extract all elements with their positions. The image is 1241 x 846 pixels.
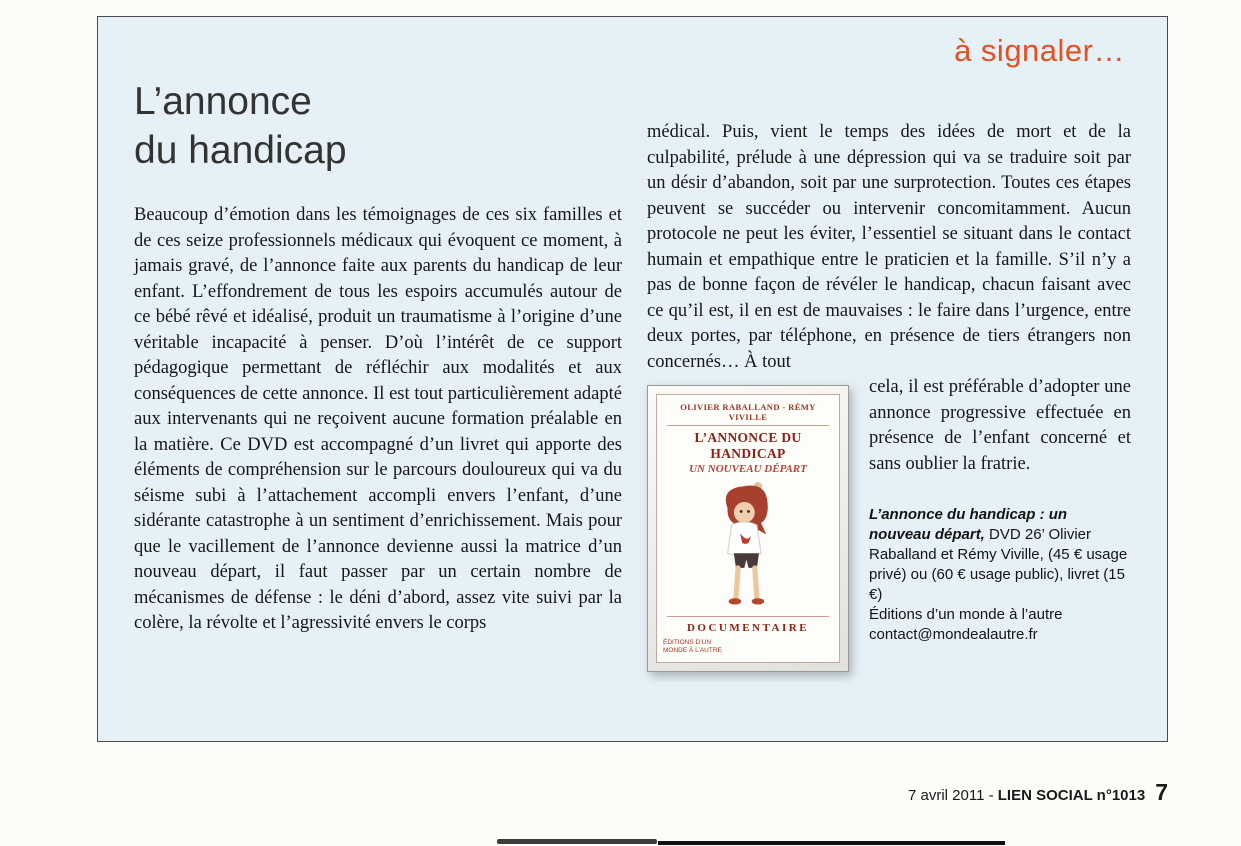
footer-credit [908, 779, 1168, 806]
article-title-line2: du handicap [134, 129, 347, 172]
dvd-cover [647, 385, 849, 672]
article-paragraph-right-2: cela, il est préférable d’adopter une annonce progressive effectuée en présence de l’enfant concerné et sans oublier la fratrie. [869, 377, 1131, 474]
page-number: 7 [1155, 779, 1168, 805]
dvd-genre-label: DOCUMENTAIRE [667, 616, 829, 636]
dvd-cover-figure [647, 385, 849, 672]
footer-magazine: LIEN SOCIAL n°1013 [997, 787, 1146, 804]
dvd-cover-inner [656, 394, 840, 663]
dvd-title: L’ANNONCE DU HANDICAP [694, 430, 802, 461]
article-paragraph-left: Beaucoup d’émotion dans les témoignages de ces six familles et de ces seize professionnels médicaux qui évoquent ce moment, à jamais gravé, de l’annonce faite aux parents du handicap de leur enfant. L’effondrement de tous les espoirs accumulés autour de ce bébé rêvé et idéalisé, produit un traumatisme à l’origine d’une véritable incapacité à penser. D’où l’intérêt de ce support pédagogique permettant de réfléchir aux modalités et aux conséquences de cette annonce. Il est tout particulièrement adapté aux intervenants qui ne reçoivent aucune formation préalable en la matière. Ce DVD est accompagné d’un livret qui apporte des éléments de compréhension sur le parcours douloureux qui va du séisme subi à l’attachement accompli envers l’enfant, d’une sidérante catastrophe à un sentiment d’enrichissement. Mais pour que le vacillement de l’annonce devienne aussi la matrice d’un nouveau départ, il faut passer par un certain nombre de mécanismes de défense : le déni d’abord, assez vite suivi par la colère, la révolte et l’agressivité envers le corps [134, 205, 622, 633]
caption-publisher: Éditions d’un monde à l’autre [869, 606, 1063, 623]
footer-date: 7 avril 2011 - [908, 787, 998, 804]
dvd-illustration-girl-drawing [663, 478, 833, 616]
caption-title: L’annonce du handicap : un nouveau départ, [869, 506, 1068, 543]
scan-artifact-bar [497, 839, 657, 844]
article-title-line1: L’annonce [134, 80, 312, 123]
dvd-publisher-logo: ÉDITIONS D’UN MONDE À L’AUTRE [663, 639, 722, 655]
dvd-authors: OLIVIER RABALLAND - RÉMY VIVILLE [667, 402, 829, 426]
footer-date-magazine [908, 787, 1145, 805]
article-title [134, 77, 347, 175]
body-column-right [647, 120, 1131, 676]
body-column-left [134, 203, 622, 637]
section-label: à signaler… [954, 33, 1125, 68]
article-paragraph-right-1: médical. Puis, vient le temps des idées de mort et de la culpabilité, prélude à une dépression qui va se traduire soit par un désir d’abandon, soit par une surprotection. Toutes ces étapes peuvent se succéder ou intervenir concomitamment. Aucun protocole ne peut les éviter, l’essentiel se situant dans le contact humain et empathique entre le praticien et la famille. S’il n’y a pas de bonne façon de révéler le handicap, chacun faisant avec ce qu’il est, il en est de mauvaises : le faire dans l’urgence, entre deux portes, par téléphone, en présence de tiers étrangers non concernés… À tout [647, 122, 1131, 372]
scan-artifact-bar [658, 841, 1005, 845]
caption-credits: DVD 26’ Olivier Raballand et Rémy Viville, (45 € usage privé) ou (60 € usage public), livret (15 €) [869, 526, 1128, 603]
dvd-subtitle: UN NOUVEAU DÉPART [689, 463, 807, 475]
article-panel [97, 16, 1168, 742]
contact-email: contact@mondealautre.fr [869, 626, 1038, 643]
